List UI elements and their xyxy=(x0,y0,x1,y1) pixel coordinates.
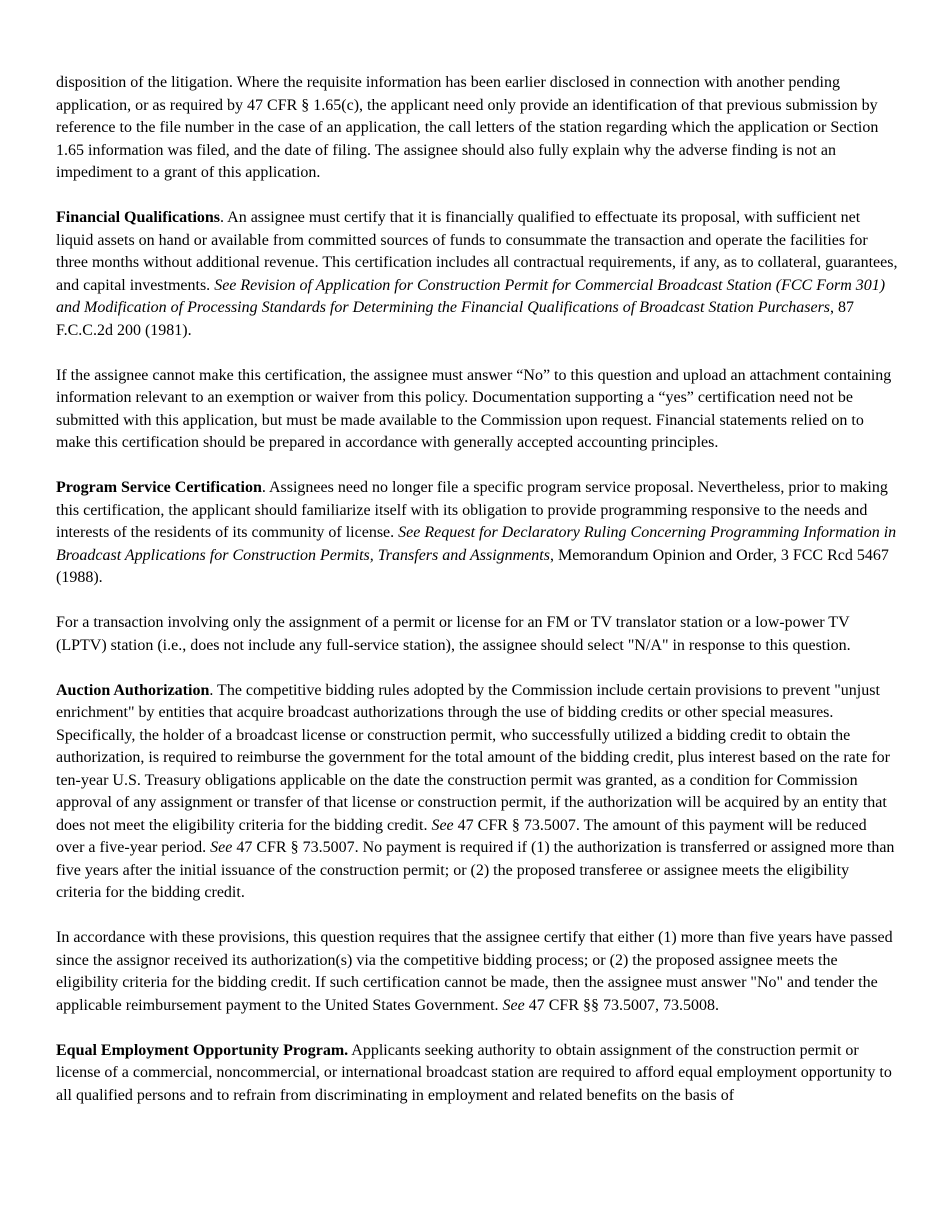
section-heading-auction-authorization: Auction Authorization xyxy=(56,681,210,699)
paragraph-text: . An assignee must certify that it is financially qualified to effectuate its proposal, with sufficient net liquid assets on hand or available from committed sources of funds to consummate the transaction and operate the facilities for three months without additional revenue. This certification includes all contractual requirements, if any, as to collateral, guarantees, and capital investments. xyxy=(56,209,898,294)
paragraph-text: . The competitive bidding rules adopted by the Commission include certain provisions to prevent "unjust enrichment" by entities that acquire broadcast authorizations through the use of bidding credits or other special measures. Specifically, the holder of a broadcast license or construction permit, who successfully utilized a bidding credit to obtain the authorization, is required to reimburse the government for the total amount of the bidding credit, plus interest based on the rate for ten-year U.S. Treasury obligations applicable on the date the construction permit was granted, as a condition for Commission approval of any assignment or transfer of that license or construction permit, if the authorization will be acquired by an entity that does not meet the eligibility criteria for the bidding credit. xyxy=(56,681,890,834)
see-signal: See xyxy=(431,816,454,834)
paragraph-equal-employment-opportunity xyxy=(56,1040,898,1108)
paragraph-litigation-disposition xyxy=(56,72,898,185)
paragraph-text: For a transaction involving only the assignment of a permit or license for an FM or TV translator station or a low-power TV (LPTV) station (i.e., does not include any full-service station), the assignee should select "N/A" in response to this question. xyxy=(56,614,851,654)
paragraph-text: 47 CFR § 73.5007. No payment is required if (1) the authorization is transferred or assigned more than five years after the initial issuance of the construction permit; or (2) the proposed transferee or assignee meets the eligibility criteria for the bidding credit. xyxy=(56,839,895,901)
citation-reference: , 87 F.C.C.2d 200 (1981). xyxy=(56,299,855,339)
document-page xyxy=(56,72,898,1130)
paragraph-financial-certification xyxy=(56,365,898,455)
paragraph-financial-qualifications xyxy=(56,207,898,342)
paragraph-translator-station xyxy=(56,612,898,657)
see-signal: See xyxy=(210,839,233,856)
section-heading-equal-employment-opportunity: Equal Employment Opportunity Program. xyxy=(56,1041,349,1059)
paragraph-text: If the assignee cannot make this certification, the assignee must answer “No” to this question and upload an attachment containing information relevant to an exemption or waiver from this policy. Documentation supporting a “yes” certification need not be submitted with this application, but must be made available to the Commission upon request. Financial statements relied on to make this certification should be prepared in accordance with generally accepted accounting principles. xyxy=(56,366,892,451)
paragraph-program-service-certification xyxy=(56,477,898,590)
section-heading-financial-qualifications: Financial Qualifications xyxy=(56,209,221,226)
paragraph-text: . Assignees need no longer file a specific program service proposal. Nevertheless, prior to making this certification, the applicant should familiarize itself with its obligation to provide programming responsive to the needs and interests of the residents of its community of license. xyxy=(56,479,888,541)
paragraph-text: 47 CFR § 73.5007. The amount of this payment will be reduced over a five-year period. xyxy=(56,816,867,856)
citation-reference: , Memorandum Opinion and Order, 3 FCC Rcd 5467 (1988). xyxy=(56,546,889,586)
see-signal: See xyxy=(502,996,525,1014)
case-citation: See Request for Declaratory Ruling Concerning Programming Information in Broadcast Applications for Construction Permits, Transfers and Assignments xyxy=(56,524,897,564)
case-citation: See Revision of Application for Construction Permit for Commercial Broadcast Station (FCC Form 301) and Modification of Processing Standards for Determining the Financial Qualifications of Broadcast Station Purchasers xyxy=(56,276,886,316)
section-heading-program-service-certification: Program Service Certification xyxy=(56,479,262,496)
paragraph-auction-authorization xyxy=(56,680,898,905)
paragraph-text: disposition of the litigation. Where the requisite information has been earlier disclosed in connection with another pending application, or as required by 47 CFR § 1.65(c), the applicant need only provide an identification of that previous submission by reference to the file number in the case of an application, the call letters of the station regarding which the application or Section 1.65 information was filed, and the date of filing. The assignee should also fully explain why the adverse finding is not an impediment to a grant of this application. xyxy=(56,74,879,181)
paragraph-text: In accordance with these provisions, this question requires that the assignee certify that either (1) more than five years have passed since the assignor received its authorization(s) via the competitive bidding process; or (2) the proposed assignee meets the eligibility criteria for the bidding credit. If such certification cannot be made, then the assignee must answer "No" and tender the applicable reimbursement payment to the United States Government. xyxy=(56,929,893,1014)
citation-reference: 47 CFR §§ 73.5007, 73.5008. xyxy=(524,996,719,1014)
paragraph-text: Applicants seeking authority to obtain assignment of the construction permit or license of a commercial, noncommercial, or international broadcast station are required to afford equal employment opportunity to all qualified persons and to refrain from discriminating in employment and related benefits on the basis of xyxy=(56,1041,892,1104)
paragraph-auction-certification xyxy=(56,927,898,1017)
